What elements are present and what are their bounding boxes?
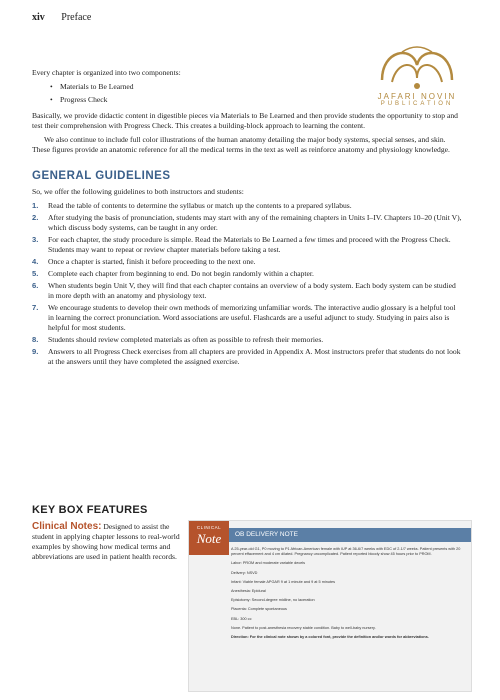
note-line: Infant: Viable female APGAR 9 at 1 minute and 9 at 5 minutes [231, 579, 335, 584]
section-title: Preface [61, 12, 92, 23]
item-text: Students should review completed materials as often as possible to refresh their memories. [48, 335, 324, 344]
list-item [32, 303, 462, 333]
item-text: Once a chapter is started, finish it before proceeding to the next one. [48, 257, 256, 266]
list-item [32, 269, 462, 279]
logo-line1: JAFARI NOVIN [377, 92, 457, 101]
clinical-notes-text: Designed to assist the student in applying chapter lessons to real-world examples by showing how medical terms and abbreviations are used in patient health records. [32, 522, 180, 561]
item-number: 2. [32, 213, 39, 222]
clinical-note-ribbon [189, 521, 229, 555]
list-item [32, 201, 462, 211]
item-number: 7. [32, 303, 39, 312]
key-box-heading: KEY BOX FEATURES [32, 504, 148, 516]
item-text: We encourage students to develop their own methods of memorizing unfamiliar words. The interactive audio glossary is a helpful tool in learning the correct pronunciation. Word associations are useful. Flashcards are a useful adjunct to study. Studying in pairs also is helpful for most students. [48, 303, 456, 332]
item-number: 3. [32, 235, 39, 244]
note-line: EBL: 300 cc [231, 616, 252, 621]
guidelines-heading: GENERAL GUIDELINES [32, 170, 171, 182]
clinical-notes-title: Clinical Notes: [32, 521, 102, 532]
note-line: Labor: PROM and moderate variable decels [231, 561, 306, 566]
guidelines-list [32, 201, 462, 367]
item-number: 8. [32, 335, 39, 344]
list-item: • Materials to Be Learned [50, 82, 462, 92]
note-line: Delivery: NSVD [231, 570, 258, 575]
note-line: A 25-year-old G1, P0 moving to P1 African-American female with IUP at 36-6/7 weeks with EDC of 2-1/7 weeks. Patient presents with 20 percent effacement and 4 cm dilated. Pregnancy uncomplicated. Patient reported bloody show 45 hours prior to PROM. [231, 547, 461, 557]
note-title-bar: OB DELIVERY NOTE [229, 528, 471, 542]
logo-line2: PUBLICATION [380, 101, 454, 107]
clinical-notes-description [32, 522, 180, 562]
ribbon-label: CLINICAL [196, 525, 222, 530]
sample-clinical-note-box [188, 520, 472, 692]
page-number: xiv [32, 12, 45, 23]
intro-paragraph-2: We also continue to include full color illustrations of the human anatomy detailing the major body systems, special senses, and skin. These figures provide an anatomic reference for all the medical terms in the text as well as reinforce anatomy and physiology knowledge. [32, 135, 450, 154]
item-number: 6. [32, 281, 39, 290]
item-number: 4. [32, 257, 39, 266]
item-text: When students begin Unit V, they will find that each chapter contains an overview of a body system. Each body system can be studied in more depth with an anatomy and physiology text. [48, 281, 456, 300]
list-item [32, 281, 462, 301]
guidelines-lead: So, we offer the following guidelines to both instructors and students: [32, 187, 244, 196]
running-header [32, 12, 91, 23]
key-box-section [32, 504, 472, 516]
note-line: None. Patient to post-anesthesia recovery stable condition. Baby to well-baby nursery. [231, 625, 376, 630]
item-number: 1. [32, 201, 39, 210]
note-line: Episiotomy: Second-degree midline, no laceration [231, 598, 315, 603]
item-text: For each chapter, the study procedure is simple. Read the Materials to Be Learned a few times and proceed with the Progress Check. Students may want to repeat or review chapter materials before taking a test. [48, 235, 451, 254]
item-number: 5. [32, 269, 39, 278]
note-body [231, 547, 465, 644]
item-text: Read the table of contents to determine the syllabus or match up the contents to a prepared syllabus. [48, 201, 352, 210]
item-text: After studying the basis of pronunciation, students may start with any of the remaining chapters in Units I–IV. Chapters 10–20 (Unit V), which discuss body systems, can be taught in any order. [48, 213, 462, 232]
main-content [32, 68, 462, 369]
list-item [32, 335, 462, 345]
list-item [32, 213, 462, 233]
intro-paragraph-1: Basically, we provide didactic content in digestible pieces via Materials to Be Learned and then provide students the opportunity to stop and test their comprehension with Progress Check. This creates a building-block approach to learning the content. [32, 111, 458, 130]
item-number: 9. [32, 347, 39, 356]
item-text: Complete each chapter from beginning to end. Do not begin randomly within a chapter. [48, 269, 314, 278]
list-item [32, 235, 462, 255]
intro-lead: Every chapter is organized into two components: [32, 68, 181, 77]
note-line: Placenta: Complete spontaneous [231, 607, 287, 612]
item-text: Answers to all Progress Check exercises from all chapters are provided in Appendix A. Most instructors prefer that students do not look at the answers until they have completed the assigned exercise. [48, 347, 461, 366]
ribbon-word: Note [196, 531, 222, 546]
list-item [32, 257, 462, 267]
component-list [32, 82, 462, 105]
note-direction: Direction: For the clinical note shown by a colored font, provide the definition and/or words for abbreviations. [231, 635, 429, 640]
note-line: Anesthesia: Epidural [231, 589, 266, 594]
list-item: • Progress Check [50, 95, 462, 105]
list-item [32, 347, 462, 367]
